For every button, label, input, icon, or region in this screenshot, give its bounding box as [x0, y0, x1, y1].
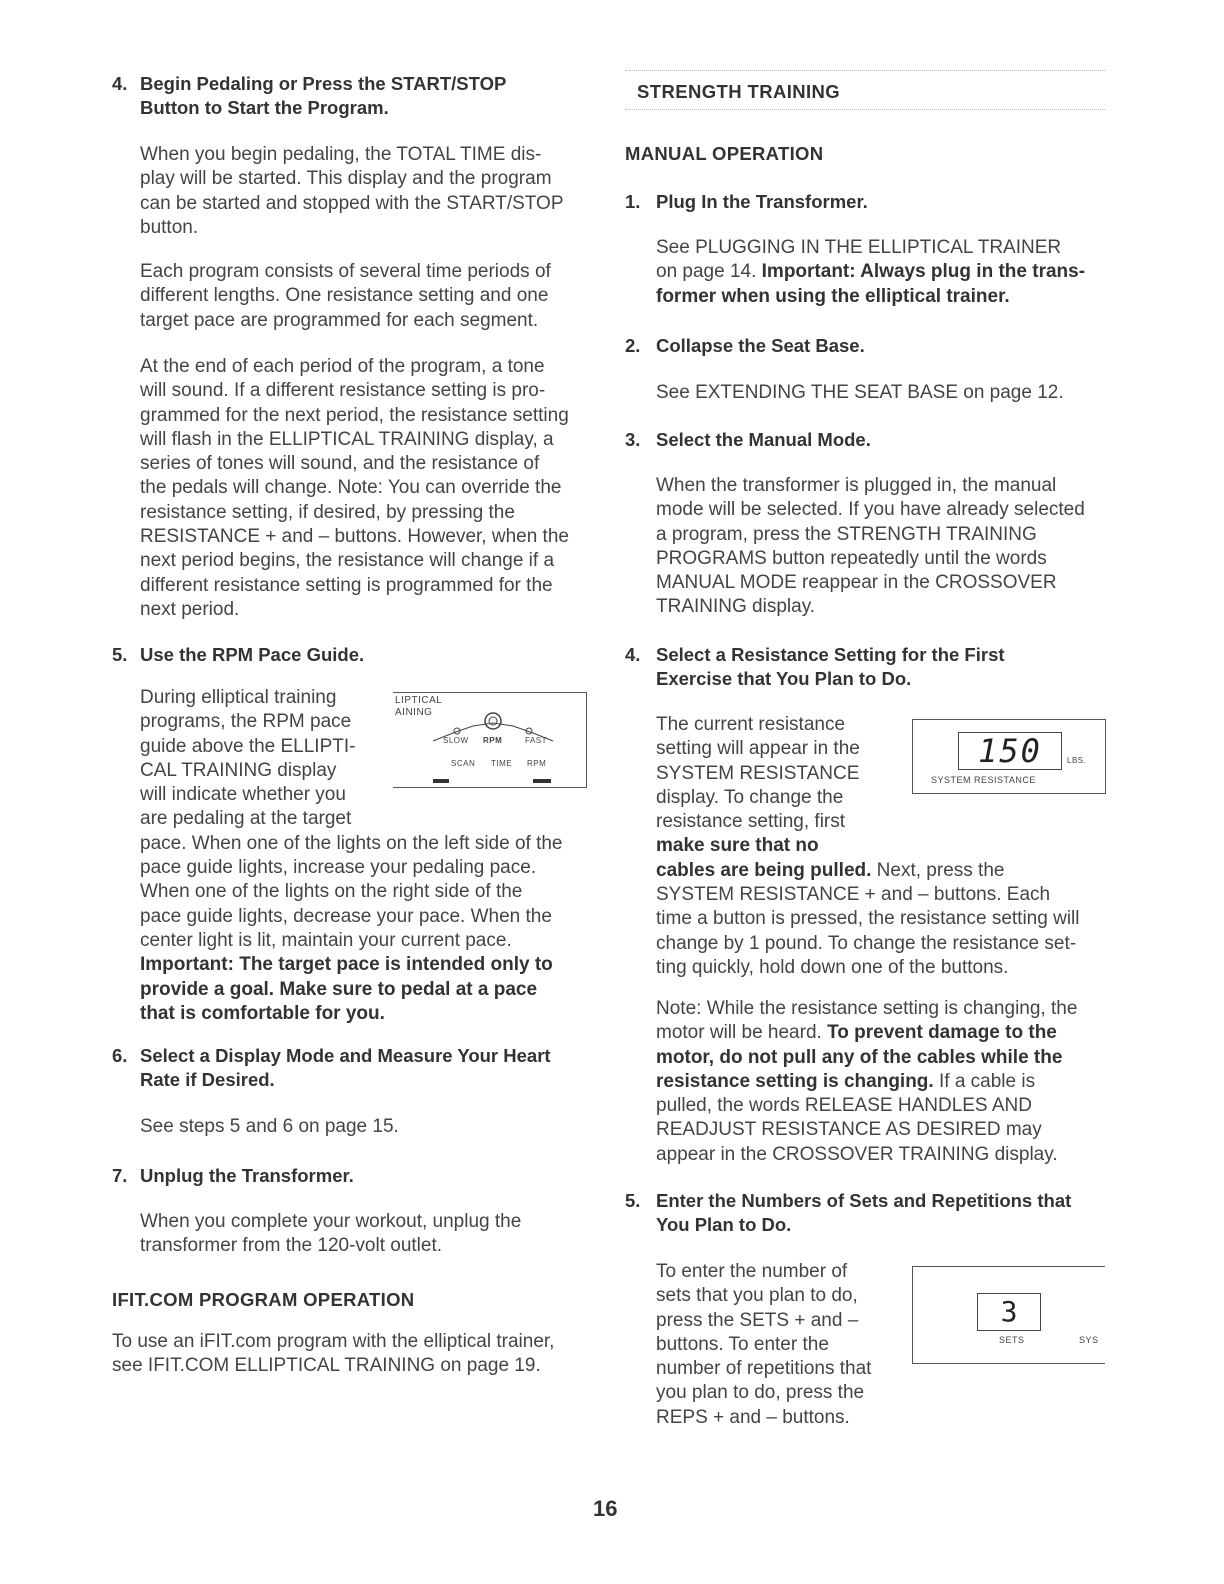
paragraph: To enter the number of sets that you plan to do, press the SETS + and – buttons. To enter the number of repetitions that you plan to do, press the REPS + and – buttons.	[656, 1261, 872, 1428]
panel-label: RPM	[483, 736, 503, 745]
step-heading: Plug In the Transformer.	[656, 191, 868, 212]
section-title: STRENGTH TRAINING	[637, 81, 841, 102]
subheading: MANUAL OPERATION	[625, 143, 824, 164]
panel-label: RPM	[527, 759, 547, 768]
sets-panel	[912, 1266, 1105, 1364]
paragraph: During elliptical training programs, the RPM pace guide above the ELLIPTI- CAL TRAINING display will indicate whether you are pedaling at the target pace. When one of the lights on the left side of the pace guide lights, increase your pedaling pace. When one of the lights on the right side of the pace guide lights, decrease your pace. When the center light is lit, maintain your current pace. Important: The target pace is intended only to provide a goal. Make sure to pedal at a pace that is comfortable for you.	[140, 687, 563, 1024]
step-number: 4.	[625, 644, 641, 665]
section-banner	[625, 70, 1105, 110]
paragraph: When you begin pedaling, the TOTAL TIME dis- play will be started. This display and the program can be started and stopped with the START/STOP button.	[140, 144, 564, 238]
panel-label: LIPTICAL	[395, 695, 443, 706]
step-heading: Exercise that You Plan to Do.	[656, 668, 912, 689]
step-heading: Select the Manual Mode.	[656, 429, 871, 450]
system-resistance-panel	[912, 719, 1106, 794]
step-number: 1.	[625, 191, 641, 212]
panel-label: SLOW	[443, 736, 469, 745]
step-number: 2.	[625, 335, 641, 356]
paragraph: Note: While the resistance setting is changing, the motor will be heard. To prevent damage to the motor, do not pull any of the cables while the resistance setting is changing. If a cable is pulled, the words RELEASE HANDLES AND READJUST RESISTANCE AS DESIRED may appear in the CROSSOVER TRAINING display.	[656, 998, 1078, 1165]
step-heading: Collapse the Seat Base.	[656, 335, 865, 356]
paragraph: See PLUGGING IN THE ELLIPTICAL TRAINER on page 14. Important: Always plug in the trans- former when using the elliptical trainer.	[656, 237, 1086, 307]
step-heading: Use the RPM Pace Guide.	[140, 644, 365, 665]
step-heading: Enter the Numbers of Sets and Repetitions that	[656, 1190, 1072, 1211]
paragraph: To use an iFIT.com program with the elliptical trainer, see IFIT.COM ELLIPTICAL TRAINING on page 19.	[112, 1331, 555, 1377]
sets-display	[977, 1293, 1041, 1331]
panel-label: FAST	[525, 736, 548, 745]
section-heading: IFIT.COM PROGRAM OPERATION	[112, 1289, 415, 1310]
step-heading: Select a Resistance Setting for the First	[656, 644, 1005, 665]
paragraph: At the end of each period of the program, a tone will sound. If a different resistance setting is pro- grammed for the next period, the resistance setting will flash in the ELLIPTICAL TRAINING display, a series of tones will sound, and the resistance of the pedals will change. Note: You can override the resistance setting, if desired, by pressing the RESISTANCE + and – buttons. However, when the next period begins, the resistance will change if a different resistance setting is programmed for the next period.	[140, 356, 569, 620]
panel-label: TIME	[491, 759, 513, 768]
rpm-pace-guide-panel	[393, 692, 587, 788]
paragraph: When you complete your workout, unplug the transformer from the 120-volt outlet.	[140, 1211, 522, 1257]
page-number: 16	[593, 1496, 618, 1521]
step-heading: Select a Display Mode and Measure Your Heart	[140, 1045, 551, 1066]
step-number: 5.	[112, 644, 128, 665]
paragraph: Each program consists of several time periods of different lengths. One resistance setting and one target pace are programmed for each segment.	[140, 261, 551, 331]
step-heading: Begin Pedaling or Press the START/STOP	[140, 73, 507, 94]
step-heading: You Plan to Do.	[656, 1214, 792, 1235]
step-heading: Button to Start the Program.	[140, 97, 389, 118]
paragraph: When the transformer is plugged in, the manual mode will be selected. If you have already selected a program, press the STRENGTH TRAINING PROGRAMS button repeatedly until the words MANUAL MODE reappear in the CROSSOVER TRAINING display.	[656, 475, 1085, 618]
paragraph: See steps 5 and 6 on page 15.	[140, 1116, 399, 1137]
sets-value: 3	[1000, 1295, 1018, 1328]
display-label: SYS	[1079, 1335, 1099, 1345]
step-number: 3.	[625, 429, 641, 450]
paragraph: The current resistance setting will appear in the SYSTEM RESISTANCE display. To change the resistance setting, first make sure that no cables are being pulled. Next, press the SYSTEM RESISTANCE + and – buttons. Each time a button is pressed, the resistance setting will change by 1 pound. To change the resistance set- ting quickly, hold down one of the buttons.	[656, 714, 1080, 978]
paragraph: See EXTENDING THE SEAT BASE on page 12.	[656, 382, 1064, 403]
step-number: 6.	[112, 1045, 128, 1066]
display-label: SYSTEM RESISTANCE	[931, 775, 1036, 785]
step-number: 7.	[112, 1165, 128, 1186]
unit-label: LBS.	[1067, 756, 1087, 765]
panel-label: SCAN	[451, 759, 476, 768]
step-number: 4.	[112, 73, 128, 94]
resistance-value: 150	[978, 732, 1042, 770]
step-number: 5.	[625, 1190, 641, 1211]
resistance-display	[958, 732, 1062, 770]
step-heading: Unplug the Transformer.	[140, 1165, 354, 1186]
step-heading: Rate if Desired.	[140, 1069, 275, 1090]
panel-label: AINING	[395, 707, 433, 718]
display-label: SETS	[999, 1335, 1025, 1345]
